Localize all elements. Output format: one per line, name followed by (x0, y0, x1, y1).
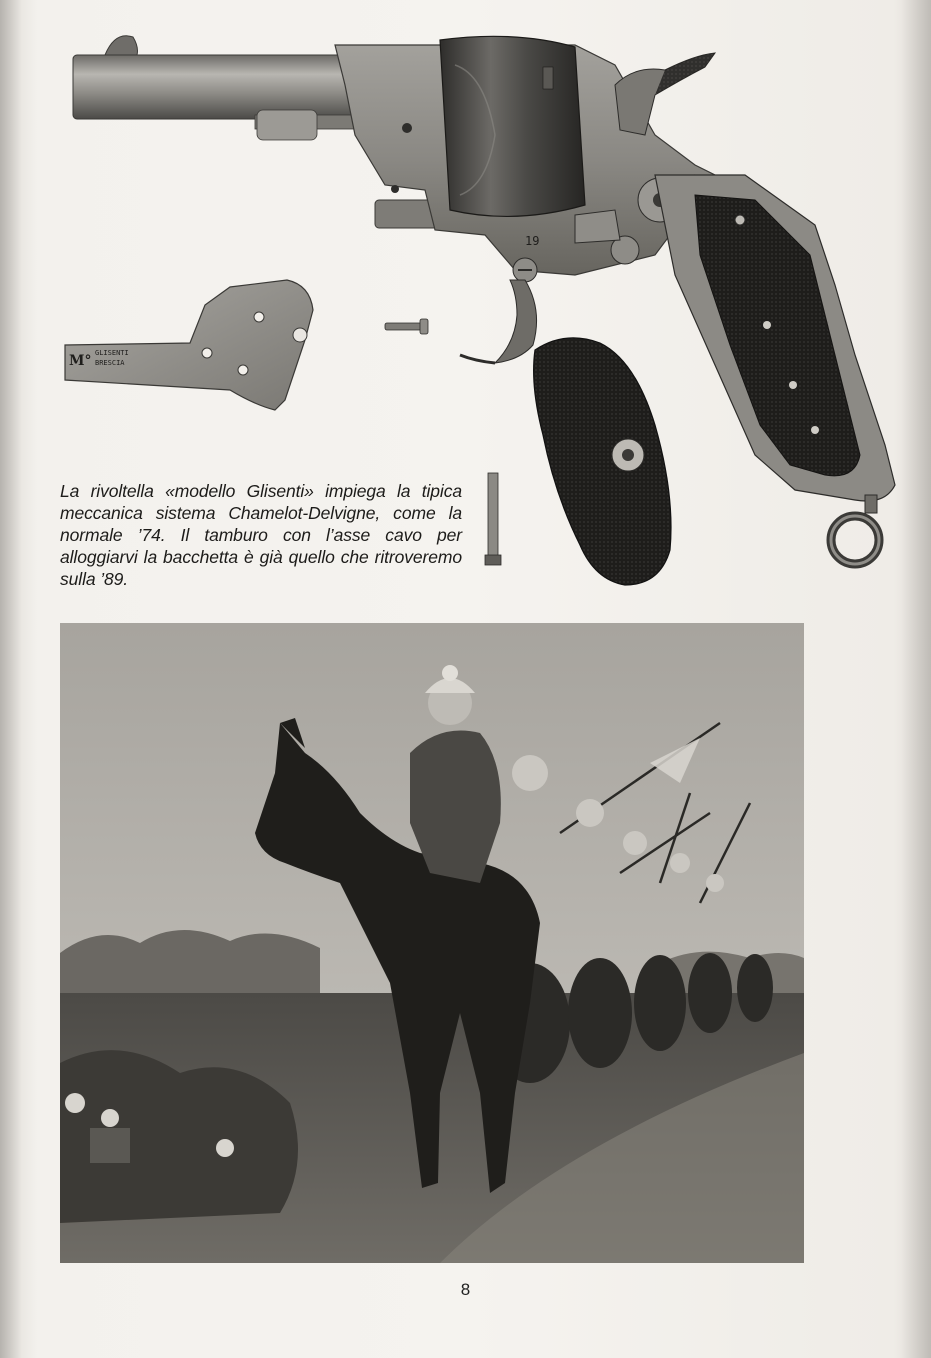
hammer (615, 53, 715, 135)
grip-panel (534, 338, 671, 585)
right-edge-shadow (901, 0, 931, 1358)
plate-stamp-line1: GLISENTI (95, 349, 129, 357)
plate-stamp-mark: M° (69, 353, 92, 369)
binding-shadow (0, 0, 22, 1358)
plate-stamp-line2: BRESCIA (95, 359, 125, 367)
serial-stamp: 19 (525, 234, 540, 248)
cylinder (440, 36, 585, 216)
cylinder-axis-rod (485, 473, 501, 565)
cavalry-photograph (60, 623, 804, 1263)
tree-line (60, 930, 320, 1003)
page-number: 8 (460, 1280, 471, 1299)
screw (385, 319, 428, 334)
trigger (460, 280, 537, 363)
side-plate (65, 280, 313, 410)
lanyard-ring (831, 495, 879, 564)
grip-frame (655, 175, 895, 501)
figure-caption: La rivoltella «modello Glisenti» impiega la tipica meccanica sistema Chamelot-Delvigne, come la normale ’74. Il tamburo con l’asse cavo per alloggiarvi la bacchetta è già quello che ritroveremo sulla ’89. (60, 481, 462, 589)
